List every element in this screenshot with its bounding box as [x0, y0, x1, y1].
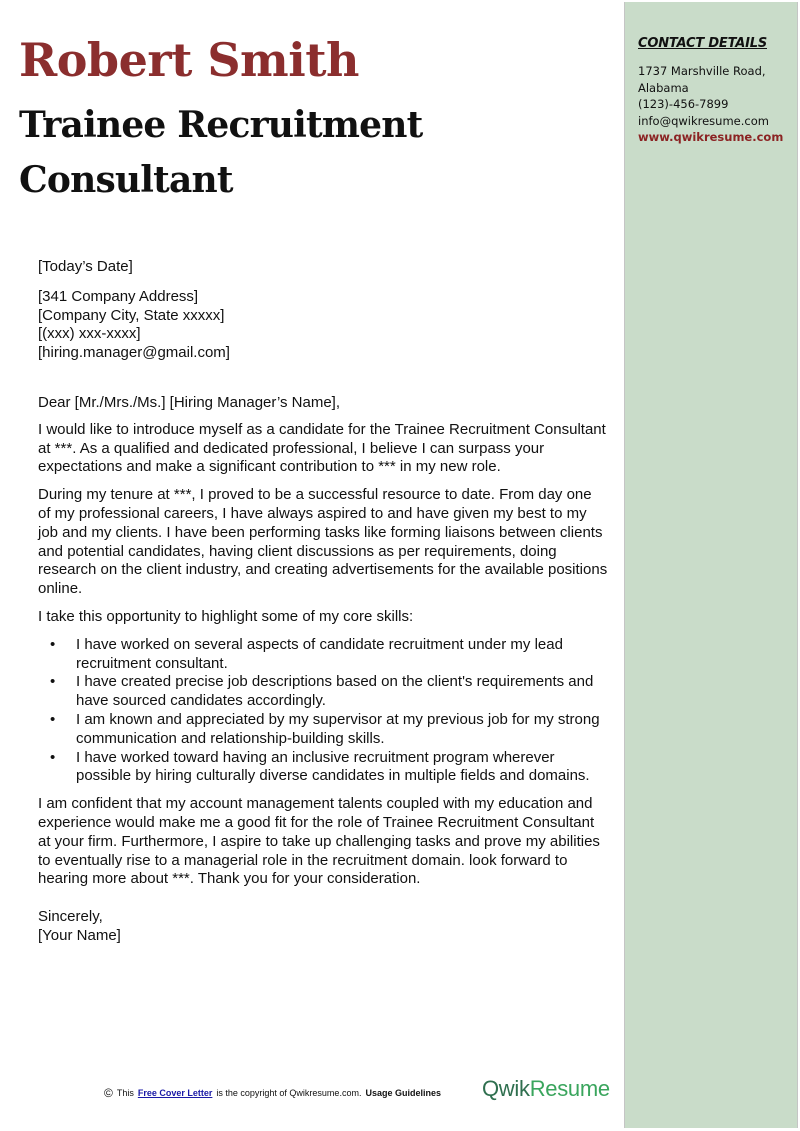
- free-cover-letter-link[interactable]: Free Cover Letter: [137, 1088, 213, 1098]
- intro-paragraph: I would like to introduce myself as a candidate for the Trainee Recruitment Consultant at ***. As a qualified and dedicated professional, I believe I can surpass your expectations and make a significant contribution to *** in my new role.: [38, 420, 606, 476]
- skill-item: • I am known and appreciated by my supervisor at my previous job for my strong communication and relationship-building skills.: [76, 711, 608, 749]
- experience-paragraph: During my tenure at ***, I proved to be a successful resource to date. From day one of my professional careers, I have always aspired to and have given my best to my job and my clients. I have been performing tasks like forming liaisons between clients and potential candidates, having client discussions as per requirements, doing research on the client industry, and creating advertisements for the available positions online.: [38, 486, 608, 598]
- contact-sidebar: [624, 2, 798, 1128]
- contact-phone: (123)-456-7899: [638, 97, 729, 111]
- recipient-line: [Company City, State xxxxx]: [38, 306, 225, 324]
- contact-address-line2: Alabama: [638, 80, 689, 95]
- letter-body: [38, 258, 608, 946]
- applicant-name: Robert Smith: [19, 33, 359, 87]
- usage-guidelines-link[interactable]: Usage Guidelines: [365, 1088, 441, 1098]
- job-title: Trainee Recruitment Consultant: [19, 104, 423, 201]
- skill-item: • I have created precise job descriptions based on the client's requirements and have sourced candidates accordingly.: [76, 673, 608, 711]
- footer-text-after: is the copyright of Qwikresume.com.: [216, 1088, 362, 1098]
- copyright-icon: ©: [104, 1086, 113, 1100]
- footer-text-before: This: [116, 1088, 134, 1098]
- contact-address-line1: 1737 Marshville Road,: [638, 64, 766, 78]
- recipient-line: [(xxx) xxx-xxxx]: [38, 325, 141, 343]
- contact-email[interactable]: info@qwikresume.com: [638, 113, 769, 128]
- signoff: Sincerely,: [38, 908, 103, 926]
- signature: [Your Name]: [38, 926, 121, 944]
- qwikresume-logo: [482, 1076, 610, 1102]
- skills-intro: I take this opportunity to highlight some of my core skills:: [38, 607, 414, 625]
- skills-list: [38, 636, 608, 786]
- letter-date: [Today’s Date]: [38, 258, 133, 275]
- skill-item: • I have worked on several aspects of candidate recruitment under my lead recruitment consultant.: [76, 636, 608, 674]
- logo-part-resume: Resume: [529, 1076, 610, 1101]
- contact-website[interactable]: www.qwikresume.com: [638, 130, 784, 144]
- contact-heading: CONTACT DETAILS: [638, 36, 767, 51]
- recipient-line: [341 Company Address]: [38, 287, 199, 305]
- skill-item: • I have worked toward having an inclusive recruitment program wherever possible by hiring culturally diverse candidates in multiple fields and domains.: [76, 749, 608, 787]
- footer-copyright: [104, 1086, 441, 1100]
- recipient-address: [38, 288, 608, 363]
- recipient-line: [hiring.manager@gmail.com]: [38, 344, 230, 362]
- logo-part-qwik: Qwik: [482, 1076, 530, 1101]
- closing-paragraph: I am confident that my account management talents coupled with my education and experience would make me a good fit for the role of Trainee Recruitment Consultant at your firm. Furthermore, I aspire to take up challenging tasks and prove my abilities to eventually rise to a managerial role in the recruitment domain. look forward to hearing more about ***. Thank you for your consideration.: [38, 795, 600, 888]
- salutation: Dear [Mr./Mrs./Ms.] [Hiring Manager’s Name],: [38, 393, 341, 411]
